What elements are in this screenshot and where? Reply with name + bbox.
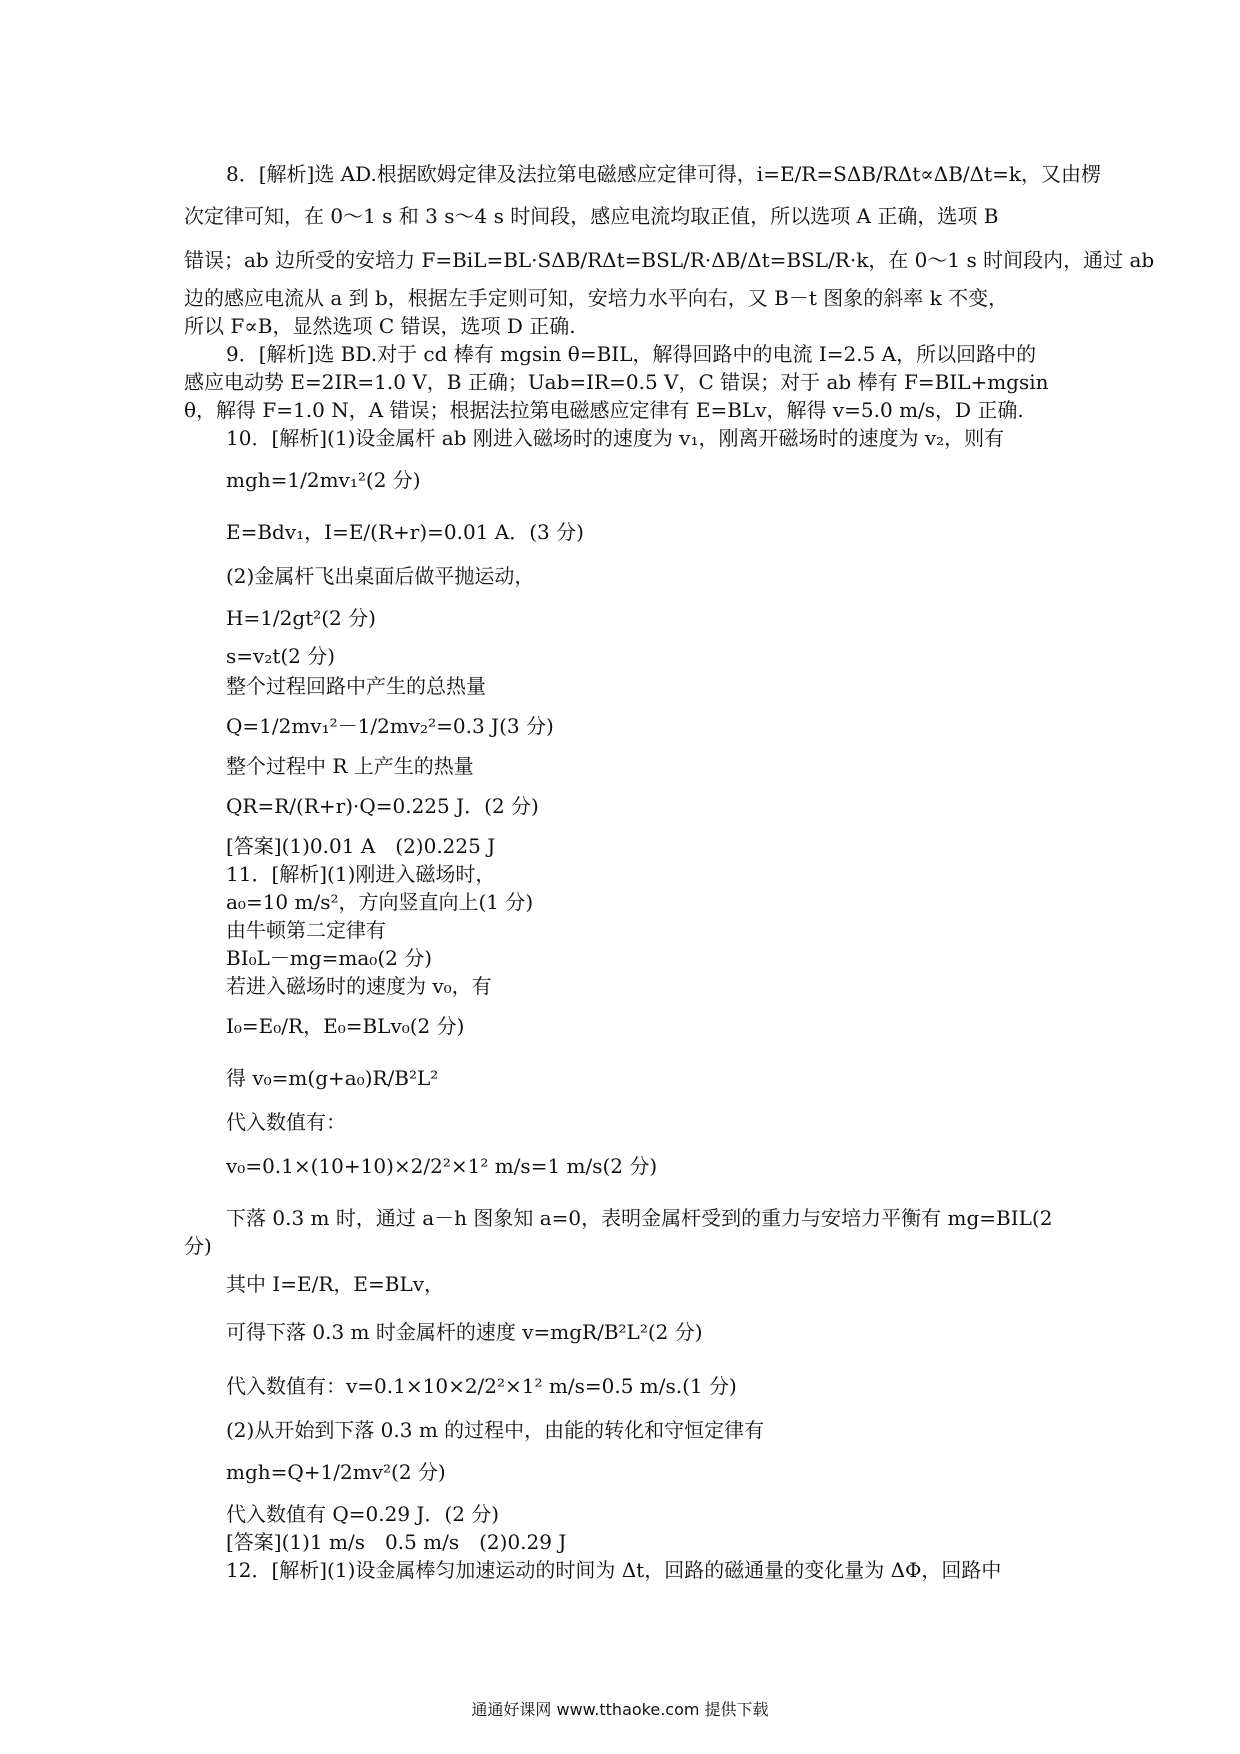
formula-line: v₀=0.1×(10+10)×2/2²×1² m/s=1 m/s(2 分) (226, 1154, 658, 1178)
text-line: 代入数值有： (226, 1110, 346, 1134)
text-line: 所以 F∝B，显然选项 C 错误，选项 D 正确. (184, 314, 576, 338)
text-line: 感应电动势 E=2IR=1.0 V，B 正确；Uab=IR=0.5 V，C 错误；对于 ab 棒有 F=BIL+mgsin (184, 370, 1049, 394)
text-line: 10．[解析](1)设金属杆 ab 刚进入磁场时的速度为 v₁，刚离开磁场时的速度为 v₂，则有 (226, 426, 1005, 450)
formula-line: H=1/2gt²(2 分) (226, 606, 376, 630)
text-line: 由牛顿第二定律有 (226, 918, 386, 942)
formula-line: 代入数值有 Q=0.29 J．(2 分) (226, 1502, 500, 1526)
formula-line: BI₀L－mg=ma₀(2 分) (226, 946, 433, 970)
text-line: 边的感应电流从 a 到 b，根据左手定则可知，安培力水平向右，又 B－t 图象的斜率 k 不变， (184, 286, 1009, 310)
answer-line: [答案](1)0.01 A (2)0.225 J (226, 834, 496, 858)
text-line: 整个过程回路中产生的总热量 (226, 674, 486, 698)
text-line: 若进入磁场时的速度为 v₀，有 (226, 974, 492, 998)
text-line: 9．[解析]选 BD.对于 cd 棒有 mgsin θ=BIL，解得回路中的电流 I=2.5 A，所以回路中的 (226, 342, 1037, 366)
text-line: 次定律可知，在 0～1 s 和 3 s～4 s 时间段，感应电流均取正值，所以选项 A 正确，选项 B (184, 204, 999, 228)
text-line: (2)金属杆飞出桌面后做平抛运动， (226, 564, 535, 588)
text-line: 错误；ab 边所受的安培力 F=BiL=BL·SΔB/RΔt=BSL/R·ΔB/Δt=BSL/R·k，在 0～1 s 时间段内，通过 ab (184, 248, 1155, 272)
formula-line: 代入数值有：v=0.1×10×2/2²×1² m/s=0.5 m/s.(1 分) (226, 1374, 737, 1398)
formula-line: E=Bdv₁，I=E/(R+r)=0.01 A．(3 分) (226, 520, 584, 544)
text-line: (2)从开始到下落 0.3 m 的过程中，由能的转化和守恒定律有 (226, 1418, 765, 1442)
formula-line: Q=1/2mv₁²－1/2mv₂²=0.3 J(3 分) (226, 714, 554, 738)
text-line: 12．[解析](1)设金属棒匀加速运动的时间为 Δt，回路的磁通量的变化量为 ΔΦ，回路中 (226, 1558, 1002, 1582)
formula-line: 其中 I=E/R，E=BLv， (226, 1272, 445, 1296)
text-line: 整个过程中 R 上产生的热量 (226, 754, 474, 778)
formula-line: mgh=1/2mv₁²(2 分) (226, 468, 421, 492)
page-footer: 通通好课网 www.tthaoke.com 提供下载 (471, 1700, 769, 1719)
text-line: 分) (184, 1234, 212, 1258)
answer-line: [答案](1)1 m/s 0.5 m/s (2)0.29 J (226, 1530, 567, 1554)
text-line: θ，解得 F=1.0 N，A 错误；根据法拉第电磁感应定律有 E=BLv，解得 v=5.0 m/s，D 正确. (184, 398, 1024, 422)
text-line: 8．[解析]选 AD.根据欧姆定律及法拉第电磁感应定律可得，i=E/R=SΔB/RΔt∝ΔB/Δt=k，又由楞 (226, 162, 1102, 186)
text-line: 11．[解析](1)刚进入磁场时， (226, 862, 496, 886)
formula-line: QR=R/(R+r)·Q=0.225 J．(2 分) (226, 794, 539, 818)
formula-line: s=v₂t(2 分) (226, 644, 336, 668)
formula-line: mgh=Q+1/2mv²(2 分) (226, 1460, 446, 1484)
formula-line: I₀=E₀/R，E₀=BLv₀(2 分) (226, 1014, 465, 1038)
formula-line: 得 v₀=m(g+a₀)R/B²L² (226, 1066, 439, 1090)
formula-line: 可得下落 0.3 m 时金属杆的速度 v=mgR/B²L²(2 分) (226, 1320, 703, 1344)
formula-line: a₀=10 m/s²，方向竖直向上(1 分) (226, 890, 534, 914)
text-line: 下落 0.3 m 时，通过 a－h 图象知 a=0，表明金属杆受到的重力与安培力平衡有 mg=BIL(2 (226, 1206, 1053, 1230)
